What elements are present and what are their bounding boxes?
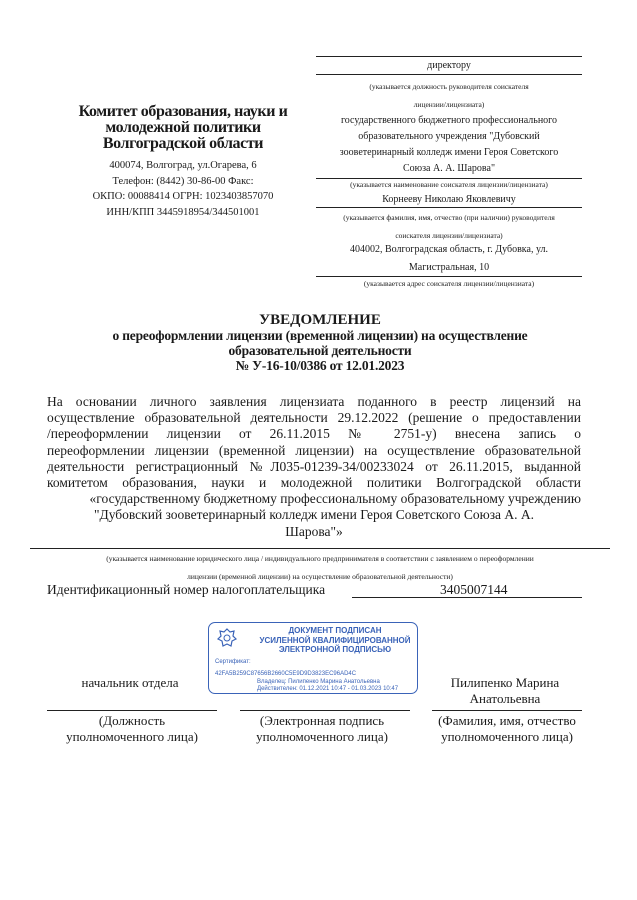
recipient-address [316, 241, 582, 277]
body-line: комитетом образования, науки и молодежной политики Волгоградской области [47, 475, 581, 491]
recipient-person: Корнееву Николаю Яковлевичу [382, 194, 516, 205]
stamp-validity: Действителен: 01.12.2021 10:47 - 01.03.2023 10:47 [257, 686, 399, 692]
caption-line: уполномоченного лица) [441, 729, 573, 744]
caption-line: (указывается должность руководителя соискателя [369, 82, 529, 91]
signer-name-line: Пилипенко Марина [450, 675, 560, 690]
recipient-org-line-1: государственного бюджетного профессионального [340, 115, 558, 126]
sender-address [70, 158, 296, 220]
name-caption [420, 713, 594, 745]
stamp-owner: Владелец: Пилипенко Марина Анатольевна [257, 679, 380, 685]
divider [316, 178, 582, 179]
sender-organization [68, 104, 298, 152]
stamp-cert-label: Сертификат: [215, 659, 251, 665]
caption-line: (указывается фамилия, имя, отчество (при наличии) руководителя [343, 213, 555, 222]
sender-address-line-4: ИНН/КПП 3445918954/344501001 [106, 206, 260, 218]
name-signature-line [432, 710, 582, 711]
coat-of-arms-icon [215, 627, 239, 651]
caption-line: уполномоченного лица) [256, 729, 388, 744]
recipient-position: директору [427, 60, 471, 71]
sender-address-line-3: ОКПО: 00088414 ОГРН: 1023403857070 [92, 191, 274, 202]
inn-label: Идентификационный номер налогоплательщика [47, 582, 326, 597]
licensee-caption [30, 550, 610, 586]
caption-line: (Электронная подпись [259, 713, 385, 728]
signer-name [420, 675, 590, 707]
stamp-header-line: УСИЛЕННОЙ КВАЛИФИЦИРОВАННОЙ [259, 635, 411, 645]
sender-address-line-2: Телефон: (8442) 30-86-00 Факс: [112, 175, 254, 187]
caption-line: лицензии/лицензиата) [413, 100, 485, 109]
title-heading: УВЕДОМЛЕНИЕ [259, 312, 381, 328]
esign-caption [232, 713, 412, 745]
title-subject-line-2: образовательной деятельности [228, 343, 412, 358]
sender-address-line-1: 400074, Волгоград, ул.Огарева, 6 [109, 160, 257, 171]
recipient-address-line-2: Магистральная, 10 [408, 262, 490, 273]
recipient-person-caption [316, 209, 582, 245]
divider [316, 207, 582, 208]
body-line: На основании личного заявления лицензиата поданного в реестр лицензий на [47, 394, 581, 409]
sender-org-line-1: Комитет образования, науки и [78, 103, 288, 120]
body-line: деятельности регистрационный №Л035-01239-34/00233024 от 26.11.2015, выданной [47, 458, 581, 474]
title-number: № У-16-10/0386 от 12.01.2023 [235, 358, 405, 373]
recipient-org-line-2: образовательного учреждения "Дубовский [358, 131, 540, 142]
recipient-address-caption: (указывается адрес соискателя лицензии/лицензиата) [363, 279, 535, 288]
sender-org-line-2: молодежной политики [105, 119, 261, 136]
recipient-position-caption [316, 78, 582, 114]
title-subject-line-1: о переоформлении лицензии (временной лицензии) на осуществление [112, 328, 528, 343]
caption-line: (Должность [98, 713, 166, 728]
position-caption [47, 713, 217, 745]
inn-underline [352, 597, 582, 598]
signer-position: начальник отдела [81, 675, 179, 690]
caption-line: соискателя лицензии/лицензиата) [395, 231, 503, 240]
stamp-header-line: ДОКУМЕНТ ПОДПИСАН [288, 626, 382, 635]
caption-line: (Фамилия, имя, отчество [438, 713, 576, 728]
caption-line: уполномоченного лица) [66, 729, 198, 744]
body-line: переоформлении лицензии (временной лицензии) на осуществление образовательной [47, 442, 581, 458]
body-line: осуществление образовательной деятельности 29.12.2022 (решение о предоставлении [47, 410, 581, 426]
body-line: "Дубовский зооветеринарный колледж имени Героя Советского Союза А. А. [93, 507, 535, 523]
position-signature-line [47, 710, 217, 711]
top-divider [316, 56, 582, 57]
signer-name-line: Анатольевна [469, 691, 541, 706]
recipient-organization [316, 113, 582, 177]
divider [316, 276, 582, 277]
body-line: «государственному бюджетному профессиональному образовательному учреждению [89, 491, 581, 507]
divider [316, 74, 582, 75]
body-line: /переоформлении лицензии от 26.11.2015 № 2751-у) внесена запись о [47, 426, 581, 442]
notice-body [47, 394, 581, 540]
stamp-cert-value: 42FA5B259C87656B2660C5E9D9D3823EC96AD4C [215, 671, 357, 677]
stamp-header-line: ЭЛЕКТРОННОЙ ПОДПИСЬЮ [278, 645, 392, 654]
recipient-org-line-3: зооветеринарный колледж имени Героя Советского [339, 147, 559, 158]
esign-signature-line [240, 710, 410, 711]
body-line: Шарова"» [285, 523, 343, 539]
recipient-org-line-4: Союза А. А. Шарова" [402, 163, 496, 174]
electronic-signature-stamp [208, 622, 418, 694]
recipient-org-caption: (указывается наименование соискателя лицензии/лицензиата) [350, 180, 548, 189]
document-title [40, 313, 600, 373]
stamp-header [255, 626, 415, 655]
caption-line: (указывается наименование юридического лица / индивидуального предпринимателя в соответствии с заявлением о переоформлении [106, 554, 534, 563]
divider [30, 548, 610, 549]
inn-value: 3405007144 [440, 582, 508, 597]
recipient-address-line-1: 404002, Волгоградская область, г. Дубовка, ул. [350, 244, 548, 255]
caption-line: лицензии (временной лицензии) на осуществление образовательной деятельности) [187, 572, 453, 581]
sender-org-line-3: Волгоградской области [102, 135, 264, 152]
